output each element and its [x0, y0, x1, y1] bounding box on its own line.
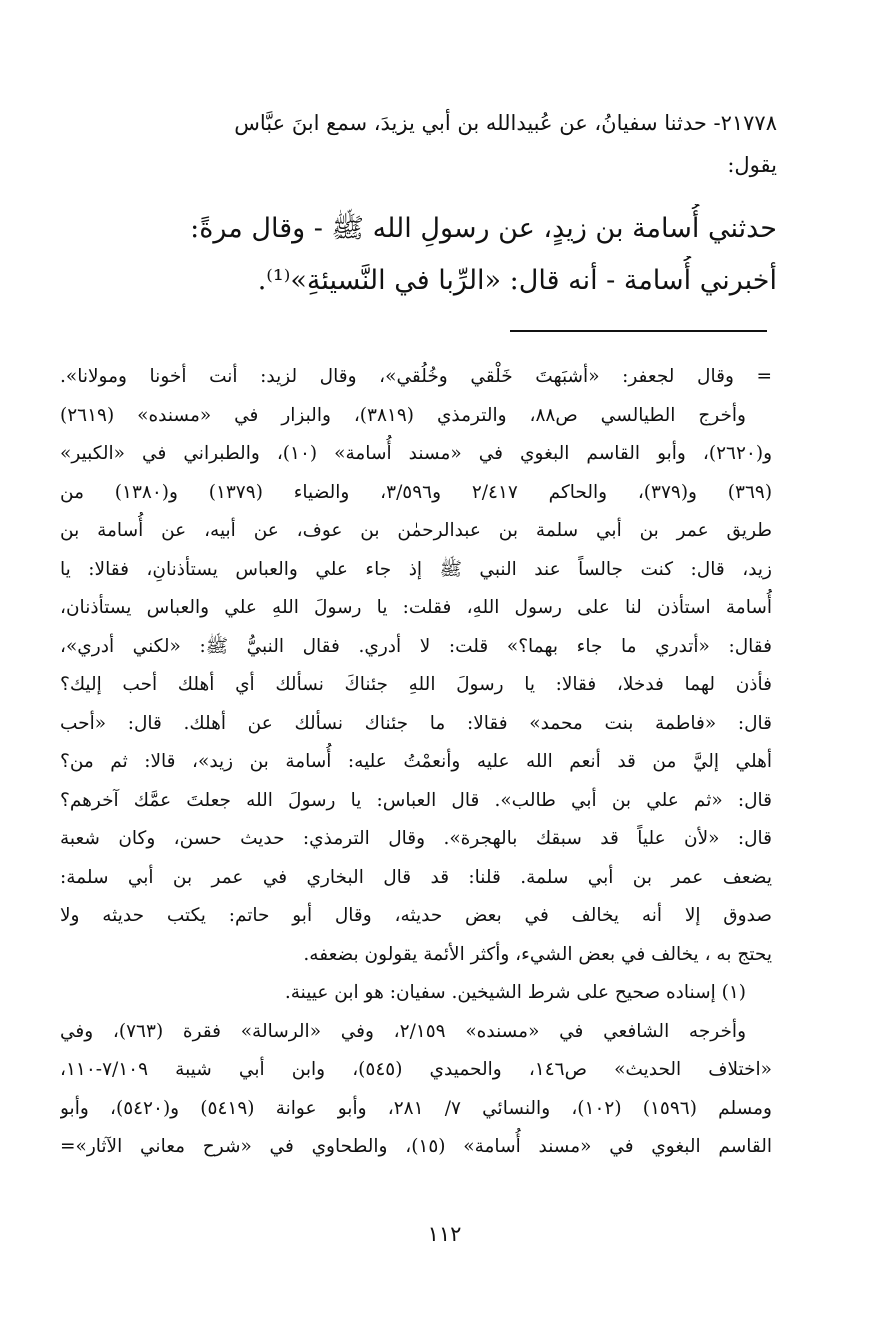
footnote-divider — [510, 330, 767, 332]
footnote-line: (١) إسناده صحيح على شرط الشيخين. سفيان: هو ابن عيينة. — [284, 982, 746, 1003]
footnote-line: زيد، قال: كنت جالساً عند النبي ﷺ إذ جاء علي والعباس يستأذنانِ، فقالا: يا — [60, 558, 772, 580]
hadith-matn-line-1: حدثني أُسامة بن زيدٍ، عن رسولِ الله ﷺ - وقال مرةً: — [190, 213, 777, 244]
footnote-line: فقال: «أتدري ما جاء بهما؟» قلت: لا أدري. فقال النبيُّ ﷺ: «لكني أدري»، — [60, 635, 772, 657]
footnote-line: يضعف عمر بن أبي سلمة. قلنا: قد قال البخاري في عمر بن أبي سلمة: — [60, 866, 772, 888]
footnote-line: فأذن لهما فدخلا، فقالا: يا رسولَ اللهِ جئناكَ نسألك أي أهلك أحب إليك؟ — [60, 674, 772, 695]
hadith-isnad-line-1: ٢١٧٧٨- حدثنا سفيانُ، عن عُبيدالله بن أبي يزيدَ، سمع ابنَ عبَّاس — [234, 111, 777, 135]
footnotes-section — [60, 358, 772, 1167]
footnote-line: صدوق إلا أنه يخالف في بعض حديثه، وقال أبو حاتم: يكتب حديثه ولا — [60, 905, 772, 926]
footnote-line: أهلي إليَّ من قد أنعم الله عليه وأنعمْتُ عليه: أُسامة بن زيد»، قالا: ثم من؟ — [60, 751, 772, 772]
footnote-line: وأخرج الطيالسي ص٨٨، والترمذي (٣٨١٩)، والبزار في «مسنده» (٢٦١٩) — [60, 404, 746, 426]
footnote-line: قال: «فاطمة بنت محمد» فقالا: ما جئناك نسألك عن أهلك. قال: «أحب — [60, 712, 772, 734]
footnote-line: ومسلم (١٥٩٦) (١٠٢)، والنسائي ٧/ ٢٨١، وأبو عوانة (٥٤١٩) و(٥٤٢٠)، وأبو — [60, 1097, 772, 1119]
footnote-line: (٣٦٩) و(٣٧٩)، والحاكم ٢/٤١٧ و٣/٥٩٦، والضياء (١٣٧٩) و(١٣٨٠) من — [60, 481, 772, 503]
footnote-line: وأخرجه الشافعي في «مسنده» ٢/١٥٩، وفي «الرسالة» فقرة (٧٦٣)، وفي — [60, 1020, 746, 1042]
footnote-line: «اختلاف الحديث» ص١٤٦، والحميدي (٥٤٥)، وابن أبي شيبة ٧/١٠٩-١١٠، — [60, 1059, 772, 1080]
page-number: ١١٢ — [427, 1222, 462, 1246]
footnote-line: أُسامة استأذن لنا على رسول اللهِ، فقلت: يا رسولَ اللهِ علي والعباس يستأذنان، — [60, 597, 772, 618]
footnote-line: و(٢٦٢٠)، وأبو القاسم البغوي في «مسند أُسامة» (١٠)، والطبراني في «الكبير» — [60, 443, 772, 464]
hadith-matn-line-2: أخبرني أُسامة - أنه قال: «الرِّبا في النَّسيئةِ»⁽¹⁾. — [257, 265, 777, 296]
footnote-line: يحتج به ، يخالف في بعض الشيء، وأكثر الأئمة يقولون بضعفه. — [303, 943, 772, 965]
footnote-line: = وقال لجعفر: «أشبَهتَ خَلْقي وخُلُقي»، وقال لزيد: أنت أخونا ومولانا». — [60, 366, 772, 387]
hadith-isnad-line-2: يقول: — [727, 153, 777, 177]
footnote-line: طريق عمر بن أبي سلمة بن عبدالرحمٰن بن عوف، عن أبيه، عن أُسامة بن — [60, 520, 772, 541]
footnote-line: قال: «ثم علي بن أبي طالب». قال العباس: يا رسولَ الله جعلتَ عمَّك آخرهم؟ — [60, 789, 772, 811]
footnote-line: قال: «لأن علياً قد سبقك بالهجرة». وقال الترمذي: حديث حسن، وكان شعبة — [60, 828, 772, 849]
footnote-line: القاسم البغوي في «مسند أُسامة» (١٥)، والطحاوي في «شرح معاني الآثار»= — [60, 1136, 772, 1157]
